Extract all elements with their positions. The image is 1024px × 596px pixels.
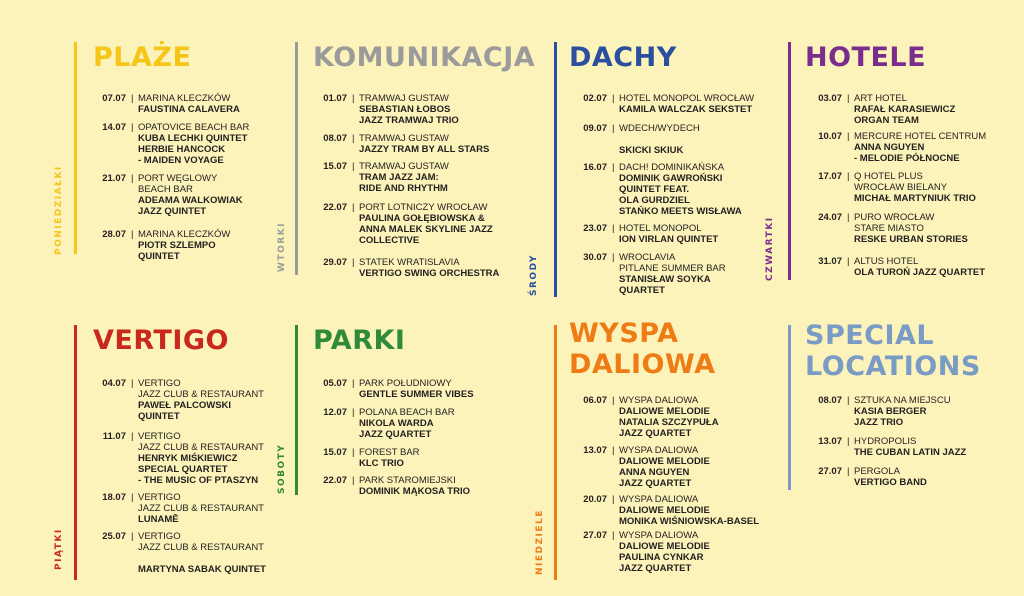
event-artist: PAULINA CYNKAR xyxy=(619,552,704,563)
event-artist: MONIKA WIŚNIOWSKA-BASEL xyxy=(619,516,760,527)
event-artist: ORGAN TEAM xyxy=(854,115,919,126)
event-venue: PITLANE SUMMER BAR xyxy=(619,263,726,274)
event-venue: JAZZ CLUB & RESTAURANT xyxy=(138,442,264,453)
event-venue: WROCŁAW BIELANY xyxy=(854,182,948,193)
event-date: 04.07 xyxy=(102,378,126,389)
event-details xyxy=(854,436,966,458)
event-details xyxy=(359,257,499,279)
event-details xyxy=(619,123,700,156)
separator: | xyxy=(612,162,615,173)
separator: | xyxy=(612,445,615,456)
event-venue: TRAMWAJ GUSTAW xyxy=(359,133,449,144)
event-date: 14.07 xyxy=(102,122,126,133)
event-date: 07.07 xyxy=(102,93,126,104)
section-divider-line xyxy=(295,325,298,495)
event-details xyxy=(138,93,240,115)
event-venue: HYDROPOLIS xyxy=(854,436,917,447)
separator: | xyxy=(612,93,615,104)
event-venue: PARK STAROMIEJSKI xyxy=(359,475,456,486)
event-venue: JAZZ CLUB & RESTAURANT xyxy=(138,503,264,514)
event-artist: JAZZ QUINTET xyxy=(138,206,207,217)
section-divider-line xyxy=(554,42,557,297)
event-artist: - THE MUSIC OF PTASZYN xyxy=(138,475,259,486)
event-artist: PAULINA GOŁĘBIOWSKA & xyxy=(359,213,485,224)
event-date: 09.07 xyxy=(583,123,607,134)
event-artist: ANNA NGUYEN xyxy=(619,467,690,478)
separator: | xyxy=(352,161,355,172)
event-venue: MARINA KLECZKÓW xyxy=(138,93,231,104)
event-date: 20.07 xyxy=(583,494,607,505)
event-artist: STAŃKO MEETS WISŁAWA xyxy=(619,206,742,217)
event-date: 18.07 xyxy=(102,492,126,503)
event-details xyxy=(359,475,470,497)
event-artist: MARTYNA SABAK QUINTET xyxy=(138,564,266,575)
event-details xyxy=(854,256,985,278)
event-artist: KASIA BERGER xyxy=(854,406,927,417)
weekday-label: WTORKI xyxy=(277,222,287,272)
event-artist: KUBA LECHKI QUINTET xyxy=(138,133,248,144)
separator: | xyxy=(847,212,850,223)
event-venue: POLANA BEACH BAR xyxy=(359,407,455,418)
event-venue: FOREST BAR xyxy=(359,447,420,458)
event-details xyxy=(138,531,266,575)
event-date: 15.07 xyxy=(323,161,347,172)
event-artist: COLLECTIVE xyxy=(359,235,420,246)
event-venue: WDECH/WYDECH xyxy=(619,123,700,134)
separator: | xyxy=(352,133,355,144)
event-details xyxy=(359,133,489,155)
event-artist: - MAIDEN VOYAGE xyxy=(138,155,224,166)
separator: | xyxy=(352,93,355,104)
event-details xyxy=(619,395,719,439)
event-venue: WROCLAVIA xyxy=(619,252,676,263)
event-artist: HERBIE HANCOCK xyxy=(138,144,226,155)
section-title-line: LOCATIONS xyxy=(805,351,981,382)
event-venue: HOTEL MONOPOL WROCŁAW xyxy=(619,93,755,104)
event-venue: BEACH BAR xyxy=(138,184,193,195)
event-venue: ART HOTEL xyxy=(854,93,907,104)
event-artist: DALIOWE MELODIE xyxy=(619,505,710,516)
event-artist: VERTIGO SWING ORCHESTRA xyxy=(359,268,500,279)
event-venue: TRAMWAJ GUSTAW xyxy=(359,161,449,172)
separator: | xyxy=(847,395,850,406)
weekday-label: CZWARTKI xyxy=(765,216,775,281)
separator: | xyxy=(352,447,355,458)
event-details xyxy=(138,122,249,166)
weekday-label: SOBOTY xyxy=(277,443,287,494)
event-artist: DOMINIK GAWROŃSKI xyxy=(619,173,723,184)
event-artist: SKICKI SKIUK xyxy=(619,145,684,156)
event-venue: TRAMWAJ GUSTAW xyxy=(359,93,449,104)
event-date: 13.07 xyxy=(583,445,607,456)
event-date: 15.07 xyxy=(323,447,347,458)
separator: | xyxy=(847,256,850,267)
event-artist: QUARTET xyxy=(619,285,665,296)
event-venue: VERTIGO xyxy=(138,531,181,542)
separator: | xyxy=(352,378,355,389)
event-venue: ALTUS HOTEL xyxy=(854,256,919,267)
separator: | xyxy=(131,431,134,442)
event-date: 06.07 xyxy=(583,395,607,406)
section-title: PARKI xyxy=(313,325,406,356)
section-title xyxy=(569,318,715,380)
event-date: 03.07 xyxy=(818,93,842,104)
event-artist: ADEAMA WALKOWIAK xyxy=(138,195,243,206)
event-artist: JAZZ QUARTET xyxy=(619,428,692,439)
event-details xyxy=(854,212,968,245)
event-artist: PAWEŁ PALCOWSKI xyxy=(138,400,232,411)
event-artist: DOMINIK MĄKOSA TRIO xyxy=(359,486,471,497)
separator: | xyxy=(131,229,134,240)
event-date: 12.07 xyxy=(323,407,347,418)
event-details xyxy=(359,202,493,246)
event-venue: PORT LOTNICZY WROCŁAW xyxy=(359,202,488,213)
event-venue: MERCURE HOTEL CENTRUM xyxy=(854,131,987,142)
event-date: 11.07 xyxy=(102,431,126,442)
section-divider-line xyxy=(74,325,77,580)
event-date: 16.07 xyxy=(583,162,607,173)
event-venue: VERTIGO xyxy=(138,492,181,503)
event-date: 21.07 xyxy=(102,173,126,184)
separator: | xyxy=(612,530,615,541)
event-details xyxy=(854,395,951,428)
separator: | xyxy=(847,131,850,142)
event-date: 22.07 xyxy=(323,475,347,486)
section-divider-line xyxy=(295,42,298,275)
event-date: 02.07 xyxy=(583,93,607,104)
section-title-line: SPECIAL xyxy=(805,320,935,351)
separator: | xyxy=(612,252,615,263)
event-artist: RESKE URBAN STORIES xyxy=(854,234,968,245)
event-details xyxy=(619,223,718,245)
event-details xyxy=(359,161,449,194)
event-date: 22.07 xyxy=(323,202,347,213)
separator: | xyxy=(612,223,615,234)
event-date: 28.07 xyxy=(102,229,126,240)
event-date: 27.07 xyxy=(818,466,842,477)
event-date: 23.07 xyxy=(583,223,607,234)
event-details xyxy=(138,492,264,525)
event-artist: - MELODIE PÓŁNOCNE xyxy=(854,153,960,164)
event-venue: Q HOTEL PLUS xyxy=(854,171,923,182)
event-venue: MARINA KLECZKÓW xyxy=(138,229,231,240)
separator: | xyxy=(131,173,134,184)
event-date: 31.07 xyxy=(818,256,842,267)
event-venue xyxy=(138,553,266,564)
separator: | xyxy=(847,93,850,104)
event-date: 29.07 xyxy=(323,257,347,268)
separator: | xyxy=(352,407,355,418)
event-artist: RAFAŁ KARASIEWICZ xyxy=(854,104,956,115)
section-title xyxy=(805,320,981,382)
event-date: 01.07 xyxy=(323,93,347,104)
event-artist: ANNA NGUYEN xyxy=(854,142,925,153)
event-venue: VERTIGO xyxy=(138,431,181,442)
event-artist: ION VIRLAN QUINTET xyxy=(619,234,719,245)
weekday-label: PONIEDZIAŁKI xyxy=(54,165,64,255)
event-artist: DALIOWE MELODIE xyxy=(619,406,710,417)
event-venue: PORT WĘGLOWY xyxy=(138,173,218,184)
separator: | xyxy=(612,395,615,406)
section-title: VERTIGO xyxy=(93,325,229,356)
event-date: 08.07 xyxy=(323,133,347,144)
event-artist: ANNA MALEK SKYLINE JAZZ xyxy=(359,224,493,235)
event-artist: GENTLE SUMMER VIBES xyxy=(359,389,474,400)
event-venue: PERGOLA xyxy=(854,466,900,477)
event-details xyxy=(138,378,264,422)
event-venue xyxy=(619,134,700,145)
event-venue: JAZZ CLUB & RESTAURANT xyxy=(138,389,264,400)
separator: | xyxy=(352,257,355,268)
event-artist: QUINTET xyxy=(138,251,180,262)
event-details xyxy=(619,93,754,115)
event-artist: JAZZ QUARTET xyxy=(619,478,692,489)
event-artist: DALIOWE MELODIE xyxy=(619,456,710,467)
separator: | xyxy=(847,466,850,477)
section-divider-line xyxy=(788,42,791,280)
event-artist: QUINTET xyxy=(138,411,180,422)
event-artist: OLA GURDZIEL xyxy=(619,195,690,206)
event-artist: JAZZY TRAM BY ALL STARS xyxy=(359,144,490,155)
event-details xyxy=(359,407,455,440)
event-details xyxy=(619,530,710,574)
event-details xyxy=(359,447,420,469)
event-venue: SZTUKA NA MIEJSCU xyxy=(854,395,951,406)
section-title-line: WYSPA xyxy=(569,318,679,349)
separator: | xyxy=(131,378,134,389)
event-artist: HENRYK MIŚKIEWICZ xyxy=(138,453,238,464)
event-date: 30.07 xyxy=(583,252,607,263)
section-title: DACHY xyxy=(569,42,677,73)
event-details xyxy=(359,378,474,400)
event-artist: DALIOWE MELODIE xyxy=(619,541,710,552)
weekday-label: NIEDZIELE xyxy=(535,509,545,575)
event-artist: THE CUBAN LATIN JAZZ xyxy=(854,447,967,458)
event-details xyxy=(854,171,976,204)
event-date: 24.07 xyxy=(818,212,842,223)
event-artist: SEBASTIAN ŁOBOS xyxy=(359,104,451,115)
event-venue: WYSPA DALIOWA xyxy=(619,494,699,505)
event-artist: KLC TRIO xyxy=(359,458,404,469)
section-title: KOMUNIKACJA xyxy=(313,42,536,73)
event-artist: RIDE AND RHYTHM xyxy=(359,183,448,194)
event-details xyxy=(138,431,264,486)
event-artist: QUINTET FEAT. xyxy=(619,184,690,195)
event-details xyxy=(854,466,927,488)
section-divider-line xyxy=(554,325,557,580)
event-artist: JAZZ QUARTET xyxy=(359,429,432,440)
separator: | xyxy=(352,202,355,213)
event-venue: STARE MIASTO xyxy=(854,223,924,234)
event-artist: KAMILA WALCZAK SEKSTET xyxy=(619,104,753,115)
separator: | xyxy=(847,171,850,182)
event-details xyxy=(854,93,955,126)
event-artist: JAZZ TRAMWAJ TRIO xyxy=(359,115,459,126)
event-date: 13.07 xyxy=(818,436,842,447)
event-artist: NATALIA SZCZYPUŁA xyxy=(619,417,719,428)
event-date: 10.07 xyxy=(818,131,842,142)
event-details xyxy=(619,252,726,296)
separator: | xyxy=(612,494,615,505)
event-details xyxy=(138,229,230,262)
section-title: HOTELE xyxy=(805,42,927,73)
event-venue: WYSPA DALIOWA xyxy=(619,530,699,541)
event-date: 27.07 xyxy=(583,530,607,541)
separator: | xyxy=(131,531,134,542)
separator: | xyxy=(131,93,134,104)
event-details xyxy=(619,445,710,489)
event-artist: MICHAŁ MARTYNIUK TRIO xyxy=(854,193,976,204)
event-venue: WYSPA DALIOWA xyxy=(619,395,699,406)
section-title: PLAŻE xyxy=(93,42,192,73)
weekday-label: ŚRODY xyxy=(529,254,539,296)
event-venue: DACH! DOMINIKAŃSKA xyxy=(619,162,725,173)
event-artist: STANISŁAW SOYKA xyxy=(619,274,711,285)
separator: | xyxy=(131,122,134,133)
event-venue: JAZZ CLUB & RESTAURANT xyxy=(138,542,264,553)
separator: | xyxy=(131,492,134,503)
event-artist: VERTIGO BAND xyxy=(854,477,927,488)
event-details xyxy=(619,162,742,217)
event-artist: PIOTR SZLEMPO xyxy=(138,240,216,251)
event-date: 05.07 xyxy=(323,378,347,389)
event-artist: OLA TUROŃ JAZZ QUARTET xyxy=(854,267,986,278)
event-artist: TRAM JAZZ JAM: xyxy=(359,172,439,183)
event-date: 25.07 xyxy=(102,531,126,542)
event-venue: OPATOVICE BEACH BAR xyxy=(138,122,250,133)
event-artist: NIKOLA WARDA xyxy=(359,418,434,429)
weekday-label: PIĄTKI xyxy=(54,528,64,570)
event-date: 08.07 xyxy=(818,395,842,406)
separator: | xyxy=(612,123,615,134)
event-artist: SPECIAL QUARTET xyxy=(138,464,228,475)
separator: | xyxy=(352,475,355,486)
event-date: 17.07 xyxy=(818,171,842,182)
event-venue: WYSPA DALIOWA xyxy=(619,445,699,456)
event-venue: PARK POŁUDNIOWY xyxy=(359,378,452,389)
separator: | xyxy=(847,436,850,447)
section-divider-line xyxy=(788,325,791,490)
event-artist: JAZZ TRIO xyxy=(854,417,904,428)
event-details xyxy=(854,131,986,164)
event-details xyxy=(619,494,759,527)
event-details xyxy=(359,93,459,126)
section-divider-line xyxy=(74,42,77,254)
event-artist: LUNAMĒ xyxy=(138,514,179,525)
event-venue: STATEK WRATISLAVIA xyxy=(359,257,460,268)
event-artist: JAZZ QUARTET xyxy=(619,563,692,574)
event-details xyxy=(138,173,243,217)
event-venue: VERTIGO xyxy=(138,378,181,389)
event-venue: PURO WROCŁAW xyxy=(854,212,935,223)
event-artist: FAUSTINA CALAVERA xyxy=(138,104,240,115)
event-venue: HOTEL MONOPOL xyxy=(619,223,702,234)
section-title-line: DALIOWA xyxy=(569,349,716,380)
